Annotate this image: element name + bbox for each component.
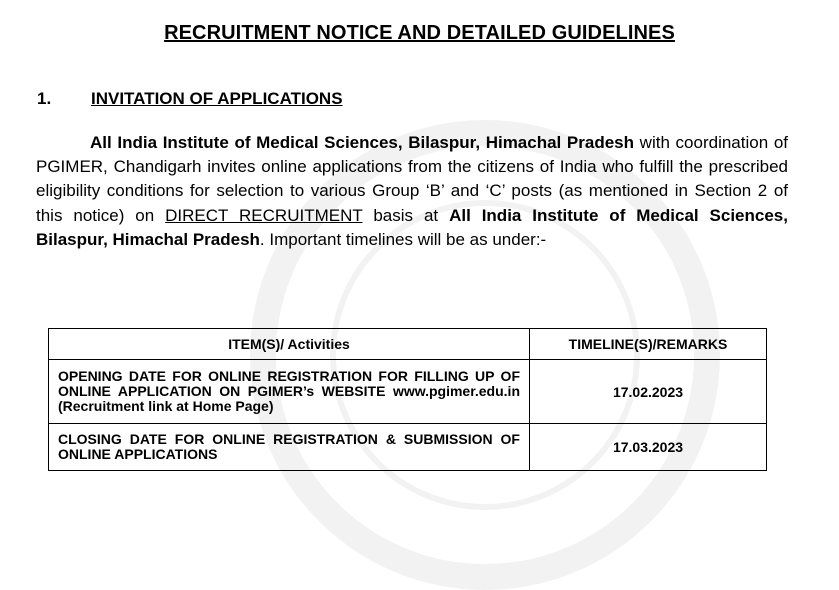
timeline-table [48, 328, 767, 471]
section-heading [37, 89, 343, 109]
table-header-row [49, 329, 767, 360]
item-cell [49, 360, 530, 424]
section-title: INVITATION OF APPLICATIONS [91, 89, 343, 108]
closing-date-value: 17.03.2023 [530, 424, 767, 471]
institute-name: All India Institute of Medical Sciences, Bilaspur, Himachal Pradesh [90, 133, 635, 152]
invitation-paragraph [36, 131, 788, 252]
paragraph-text-3: . Important timelines will be as under:- [259, 229, 547, 249]
paragraph-text-1: with coordination of PGIMER, Chandigarh invites online applications from the citizens of India who fulfill the prescribed eligibility conditions for selection to various Group ‘B’ and ‘C’ posts (as mentioned in Section 2 of this notice) on [36, 133, 788, 225]
header-items: ITEM(S)/ Activities [49, 329, 530, 360]
paragraph-text-2: basis at [362, 205, 450, 225]
header-timeline: TIMELINE(S)/REMARKS [530, 329, 767, 360]
section-number: 1. [37, 89, 52, 108]
institute-name-repeat: All India Institute of Medical Sciences, Bilaspur, Himachal Pradesh [36, 205, 788, 249]
opening-date-value: 17.02.2023 [530, 360, 767, 424]
opening-date-item-suffix: (Recruitment link at Home Page) [58, 398, 274, 414]
closing-date-item: CLOSING DATE FOR ONLINE REGISTRATION & SUBMISSION OF ONLINE APPLICATIONS [49, 424, 530, 471]
website-link[interactable]: www.pgimer.edu.in [392, 383, 520, 399]
opening-date-item: OPENING DATE FOR ONLINE REGISTRATION FOR FILLING UP OF ONLINE APPLICATION ON PGIMER’s WEBSITE [58, 368, 520, 399]
table-row [49, 360, 767, 424]
table-row [49, 424, 767, 471]
recruitment-basis: DIRECT RECRUITMENT [165, 205, 363, 225]
page-title: RECRUITMENT NOTICE AND DETAILED GUIDELINES [164, 22, 675, 44]
